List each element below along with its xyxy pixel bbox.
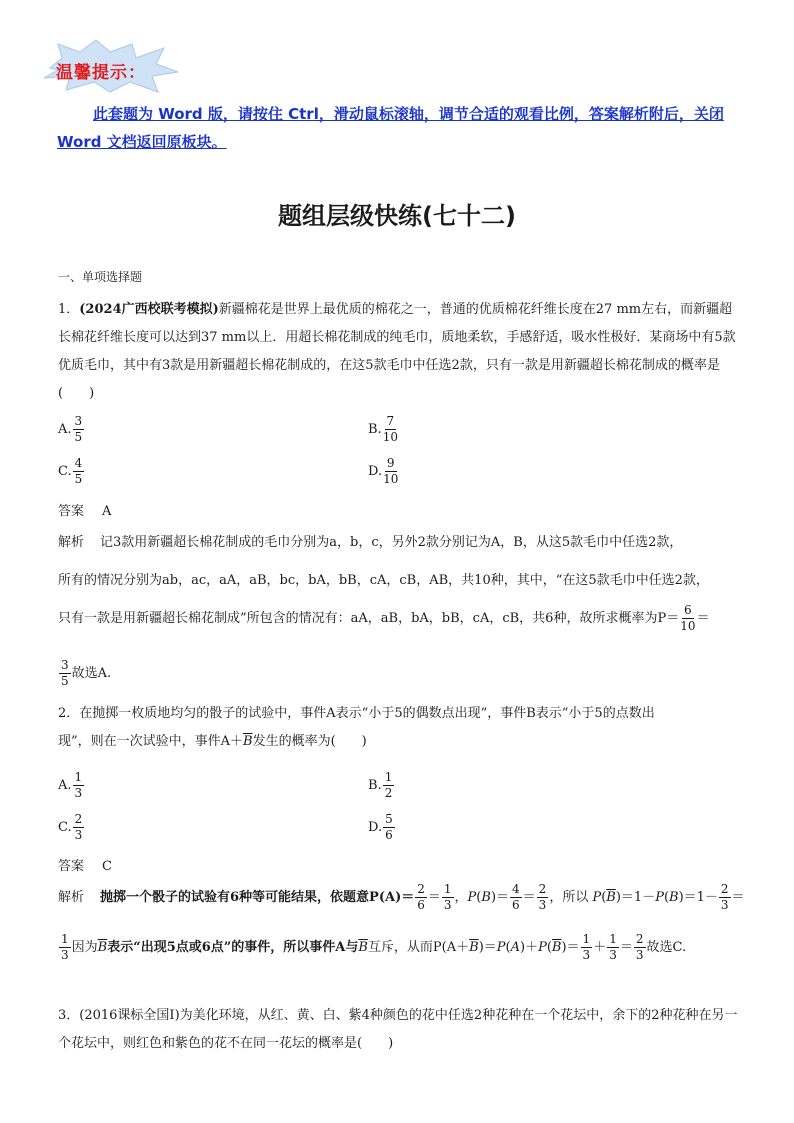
q1-choice-c[interactable] bbox=[58, 456, 85, 487]
q2-explanation-line2: $\frac{1}{3}$ 因为$\overline{B}$表示“出现5点或6点”的事件，所以事件A与$\overline{B}$互斥，从而$P(A+\overline{B})=P(A)+P(\overline{B})=$ $\frac{1}{3}$ ＋ $\frac{1}{3}$ ＝ $\frac{2}{3}$ 故选C. bbox=[61, 932, 687, 962]
q1-explanation bbox=[58, 524, 742, 638]
explain-eq: ＝ bbox=[696, 611, 710, 626]
q2-explanation-line1: 解析 抛掷一个骰子的试验有6种等可能结果，依题意P(A)＝ $\frac{2}{6}$ ＝ $\frac{1}{3}$ ，P(B)＝ $\frac{4}{6}$ ＝ $\frac{2}{3}$ ，所以 $P(\overline{B})=1-P(B)=1-$ $\frac{2}{3}$ ＝ bbox=[58, 882, 745, 912]
answer-label: 答案 bbox=[58, 859, 85, 874]
explain-line: 只有一款是用新疆超长棉花制成”所包含的情况有：aA，aB，bA，bB，cA，cB，共6种，故所求概率为P＝ bbox=[58, 611, 680, 626]
question-text: 在抛掷一枚质地均匀的骰子的试验中，事件A表示“小于5的偶数点出现”，事件B表示“小于5的点数出 bbox=[79, 706, 655, 721]
explain-line: 因为 bbox=[71, 940, 98, 955]
choice-letter: B. bbox=[368, 422, 382, 437]
q2-choice-d[interactable] bbox=[368, 812, 396, 843]
question-3 bbox=[58, 1002, 742, 1058]
q1-answer bbox=[58, 500, 111, 519]
answer-value: A bbox=[102, 504, 112, 519]
question-text: 发生的概率为( ) bbox=[252, 734, 367, 749]
question-source: (2024广西校联考模拟) bbox=[79, 302, 219, 317]
explain-label: 解析 bbox=[58, 535, 85, 550]
choice-fraction: $\frac{1}{2}$ bbox=[384, 770, 393, 800]
question-source: (2016课标全国Ⅰ) bbox=[79, 1008, 180, 1023]
explain-fraction: $\frac{6}{10}$ bbox=[680, 603, 696, 633]
answer-label: 答案 bbox=[58, 504, 85, 519]
choice-fraction: $\frac{1}{3}$ bbox=[74, 770, 83, 800]
choice-fraction: $\frac{5}{6}$ bbox=[385, 812, 393, 842]
question-text: 为美化环境，从红、黄、白、紫4种颜色的花中任选2种花种在一个花坛中，余下的2种花种在另一个花坛中，则红色和紫色的花不在同一花坛的概率是( ) bbox=[58, 1008, 738, 1051]
question-1 bbox=[58, 296, 742, 408]
choice-fraction: $\frac{9}{10}$ bbox=[383, 456, 399, 486]
question-number: 3． bbox=[58, 1008, 80, 1023]
q1-choice-d[interactable] bbox=[368, 456, 399, 487]
question-number: 1． bbox=[58, 302, 80, 317]
explain-line: 故选A. bbox=[71, 666, 112, 681]
q2-choice-a[interactable] bbox=[58, 770, 85, 801]
choice-fraction: $\frac{2}{3}$ bbox=[74, 812, 83, 842]
choice-letter: C. bbox=[58, 820, 72, 835]
choice-fraction: $\frac{4}{5}$ bbox=[74, 456, 83, 486]
question-number: 2． bbox=[58, 706, 80, 721]
q1-choice-b[interactable] bbox=[368, 414, 399, 445]
section-heading: 一、单项选择题 bbox=[58, 270, 143, 284]
question-2 bbox=[58, 700, 742, 756]
choice-fraction: $\frac{7}{10}$ bbox=[382, 414, 398, 444]
choice-letter: B. bbox=[368, 778, 382, 793]
q1-choice-a[interactable] bbox=[58, 414, 85, 445]
question-text: 现”，则在一次试验中，事件A＋ bbox=[58, 734, 244, 749]
explain-line: 抛掷一个骰子的试验有6种等可能结果，依题意P(A)＝ bbox=[100, 890, 415, 905]
answer-value: C bbox=[102, 859, 112, 874]
explain-fraction: $\frac{1}{3}$ bbox=[61, 932, 69, 962]
explain-line: 所有的情况分别为ab，ac，aA，aB，bc，bA，bB，cA，cB，AB，共10种，其中，“在这5款毛巾中任选2款， bbox=[58, 573, 709, 588]
q2-choice-c[interactable] bbox=[58, 812, 85, 843]
question-text: 新疆棉花是世界上最优质的棉花之一，普通的优质棉花纤维长度在27 mm左右，而新疆超长棉花纤维长度可以达到37 mm以上．用超长棉花制成的纯毛巾，质地柔软，手感舒适，吸水性极好．某商场中有5款优质毛巾，其中有3款是用新疆超长棉花制成的，在这5款毛巾中任选2款，只有一款是用新疆超长棉花制成的概率是( ) bbox=[58, 302, 736, 401]
explain-line: 记3款用新疆超长棉花制成的毛巾分别为a，b，c，另外2款分别记为A，B，从这5款毛巾中任选2款， bbox=[100, 535, 683, 550]
notice-text[interactable]: 此套题为 Word 版，请按住 Ctrl，滑动鼠标滚轴，调节合适的观看比例，答案解析附后，关闭 Word 文档返回原板块。 bbox=[57, 105, 724, 151]
q2-choice-b[interactable] bbox=[368, 770, 395, 801]
choice-letter: D. bbox=[368, 820, 383, 835]
complement-b: $\overline{B}$ bbox=[243, 734, 253, 749]
tip-label: 温馨提示： bbox=[56, 63, 146, 83]
tip-badge bbox=[40, 38, 180, 94]
q1-explanation-end bbox=[58, 658, 111, 689]
choice-fraction: $\frac{3}{5}$ bbox=[74, 414, 83, 444]
explain-fraction: $\frac{3}{5}$ bbox=[61, 658, 69, 688]
choice-letter: D. bbox=[368, 464, 383, 479]
explain-line: 互斥，从而P(A＋ bbox=[367, 940, 470, 955]
choice-letter: A. bbox=[58, 778, 72, 793]
choice-letter: C. bbox=[58, 464, 72, 479]
explain-line: 故选C. bbox=[646, 940, 687, 955]
explain-line: 表示“出现5点或6点”的事件，所以事件A与 bbox=[107, 940, 359, 955]
choice-letter: A. bbox=[58, 422, 72, 437]
explain-label: 解析 bbox=[58, 890, 85, 905]
q2-answer bbox=[58, 855, 112, 874]
page-title: 题组层级快练(七十二) bbox=[278, 202, 516, 230]
